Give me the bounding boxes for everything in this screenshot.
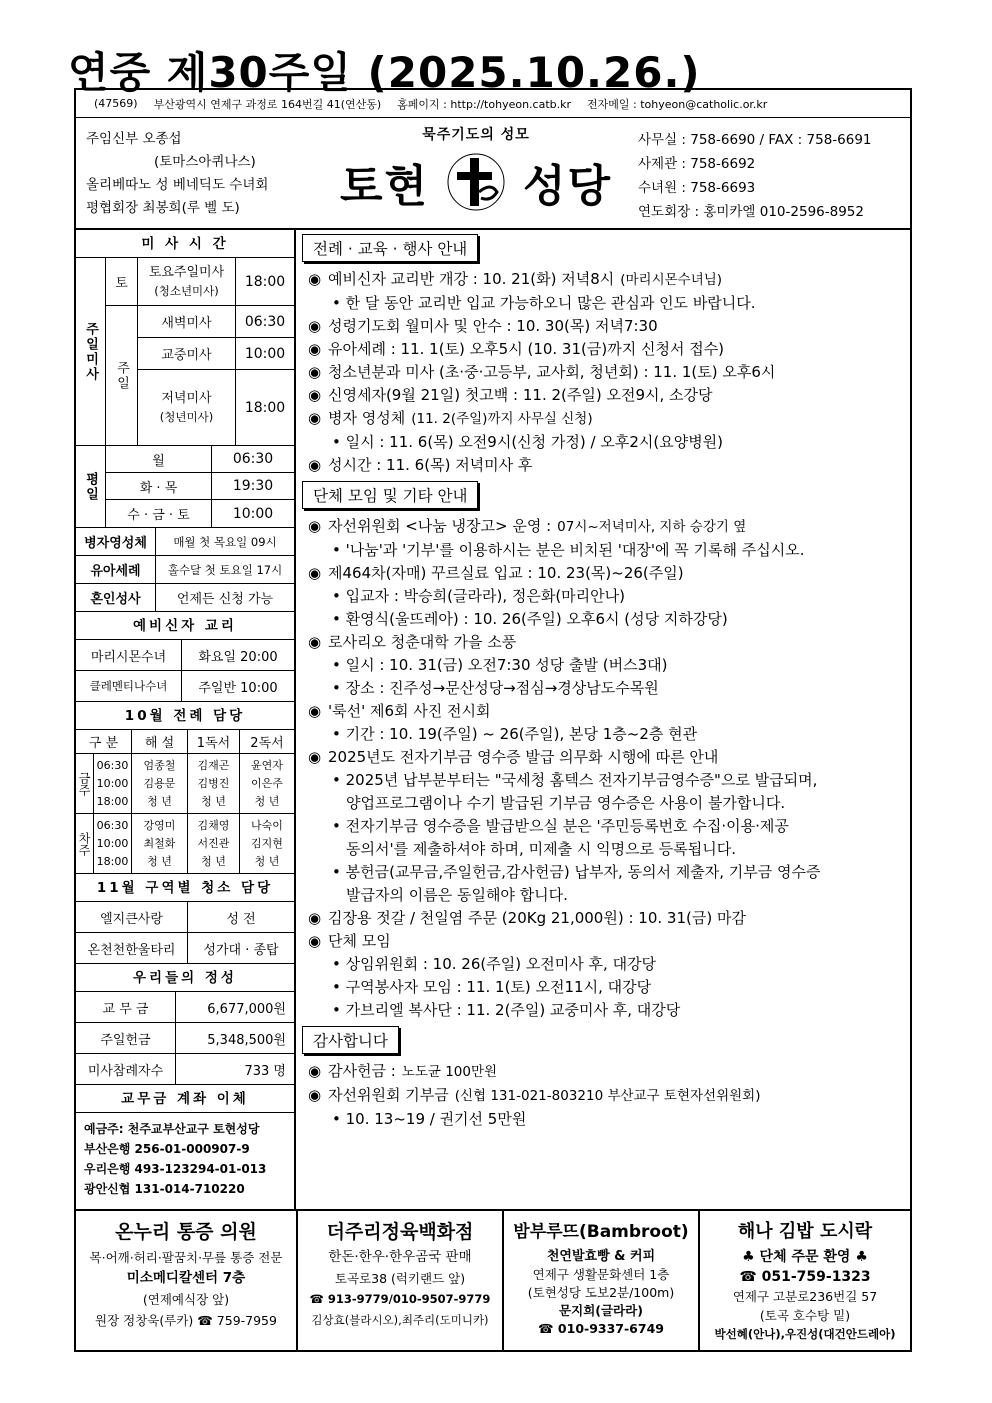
- account-holder: 예금주: 천주교부산교구 토현성당: [84, 1122, 260, 1136]
- announcement-detail: • 일시 : 11. 6(목) 오전9시(신청 가정) / 오후2시(요양병원): [332, 433, 724, 451]
- bank-account: 부산은행 256-01-000907-9: [84, 1142, 250, 1156]
- ad-line: 미소메디칼센터 7층: [126, 1270, 246, 1286]
- ad-name: 밤부루뜨(Bambroot): [513, 1222, 689, 1242]
- bullet-icon: ◉: [308, 932, 322, 950]
- ad-line: 김상효(블라시오),최주리(도미니카): [311, 1313, 489, 1327]
- weekday-mass-block: [76, 446, 294, 528]
- liturgy-col: 2독서: [250, 736, 284, 751]
- ad-line: 문지희(글라라): [559, 1303, 643, 1318]
- weekday-mon-time: 06:30: [232, 451, 274, 467]
- bullet-icon: ◉: [308, 748, 322, 766]
- bank-accounts: [76, 1113, 294, 1205]
- ad-name: 더주리정육백화점: [326, 1221, 474, 1243]
- announcement-note: 노도균 100만원: [401, 1064, 498, 1080]
- reader-2: 이은주: [251, 776, 283, 790]
- dawn-mass-time: 06:30: [244, 313, 286, 330]
- catechumen-time: 화요일 20:00: [198, 649, 278, 665]
- clergy-info: [86, 128, 268, 220]
- announcement-note: (신협 131-021-803210 부산교구 토현자선위원회): [454, 1088, 761, 1104]
- reader-1: 김병진: [197, 776, 230, 790]
- offering-label: 미사참례자수: [76, 1054, 176, 1084]
- bullet-icon: ◉: [308, 1086, 322, 1104]
- liturgy-col: 구 분: [76, 730, 132, 753]
- announcement-item: [298, 907, 910, 930]
- time: 10:00: [96, 836, 129, 850]
- announcement-text: 신영세자(9월 21일) 첫고백 : 11. 2(주일) 오전9시, 소강당: [328, 386, 713, 404]
- offering-value: 5,348,500원: [207, 1032, 286, 1048]
- weekday-wed-fri-sat-time: 10:00: [232, 505, 274, 522]
- section-heading: 단체 모임 및 기타 안내: [302, 481, 478, 509]
- pastor: 주임신부 오종섭: [86, 131, 182, 147]
- weekday-tue-thu-time: 19:30: [232, 478, 274, 494]
- reader-1: 청 년: [201, 854, 226, 868]
- liturgy-group-next-week: [76, 814, 294, 874]
- announcement-detail: 동의서'를 제출하셔야 하며, 미제출 시 익명으로 등록됩니다.: [346, 840, 737, 858]
- announcement-item: [298, 631, 910, 654]
- contact-info: [638, 128, 872, 224]
- announcement-text: 로사리오 청춘대학 가을 소풍: [328, 633, 517, 651]
- ad-line: (연제예식장 앞): [142, 1292, 230, 1307]
- reader-2: 청 년: [254, 854, 280, 868]
- liturgy-group-this-week: [76, 754, 294, 814]
- info-row: [76, 584, 294, 612]
- evening-mass-time: 18:00: [244, 399, 286, 416]
- announcement-detail: • 가브리엘 복사단 : 11. 2(주일) 교중미사 후, 대강당: [332, 1001, 681, 1019]
- ad-name: 온누리 통증 의원: [115, 1221, 257, 1243]
- announcement-detail: • '나눔'과 '기부'를 이용하시는 분은 비치된 '대장'에 꼭 기록해 주십시오.: [332, 541, 805, 559]
- commentator: 강영미: [143, 818, 176, 832]
- rectory-phone: 사제관 : 758-6692: [638, 156, 756, 172]
- address-bar: [76, 90, 910, 118]
- announcement-text: 자선위원회 기부금: [328, 1086, 449, 1104]
- reader-2: 윤연자: [251, 758, 283, 772]
- bank-account: 우리은행 493-123294-01-013: [84, 1162, 267, 1176]
- church-name-right: 성당: [523, 161, 613, 212]
- evening-mass-sub: (청년미사): [159, 409, 214, 424]
- ad-line: ♣ 단체 주문 환영 ♣: [742, 1249, 868, 1265]
- weekday-wed-fri-sat: 수 · 금 · 토: [106, 500, 212, 527]
- announcement-note: (마리시몬수녀님): [620, 272, 723, 288]
- announcement-text: 청소년분과 미사 (초·중·고등부, 교사회, 청년회) : 11. 1(토) 오후6시: [328, 363, 776, 381]
- bullet-icon: ◉: [308, 633, 322, 651]
- announcement-text: 성시간 : 11. 6(목) 저녁미사 후: [328, 456, 533, 474]
- sunday-label: 주일미사: [76, 258, 106, 445]
- office-phone: 사무실 : 758-6690 / FAX : 758-6691: [638, 132, 872, 148]
- advertisements: [76, 1209, 910, 1350]
- saturday-mass-time: 18:00: [244, 273, 286, 290]
- announcement-item: [298, 746, 910, 769]
- weekday-label: 평일: [76, 446, 106, 527]
- bullet-icon: ◉: [308, 317, 322, 335]
- bullet-icon: ◉: [308, 564, 322, 582]
- announcement-detail: • 전자기부금 영수증을 발급받으실 분은 '주민등록번호 수집·이용·제공: [332, 817, 789, 835]
- announcement-item: [298, 315, 910, 338]
- reader-1: 서진관: [197, 836, 230, 850]
- header: [76, 118, 910, 230]
- announcement-text: 자선위원회 <나눔 냉장고> 운영 :: [328, 517, 552, 535]
- announcement-detail: • 10. 13~19 / 권기선 5만원: [332, 1110, 527, 1128]
- ad-gimbap: [700, 1211, 910, 1350]
- cross-logo-icon: [439, 152, 513, 212]
- announcement-detail: • 구역봉사자 모임 : 11. 1(토) 오전11시, 대강당: [332, 978, 652, 996]
- announcement-detail: • 환영식(울뜨레아) : 10. 26(주일) 오후6시 (성당 지하강당): [332, 610, 728, 628]
- info-label: 유아세례: [76, 556, 156, 583]
- saturday-mass-sub: (청소년미사): [154, 283, 219, 298]
- announcement-detail: • 봉헌금(교무금,주일헌금,감사헌금) 납부자, 동의서 제출자, 기부금 영수증: [332, 863, 821, 881]
- ad-line: 박선혜(안나),우진성(대건안드레아): [714, 1327, 896, 1341]
- section-heading: 감사합니다: [302, 1026, 399, 1054]
- ad-line: 연제구 생활문화센터 1층: [532, 1267, 670, 1282]
- church-name-left: 토현: [339, 161, 429, 212]
- commentator: 최철화: [143, 836, 176, 850]
- offering-row: [76, 1054, 294, 1085]
- info-label: 혼인성사: [76, 584, 156, 611]
- reader-2: 나숙이: [251, 818, 283, 832]
- commentator: 엄종철: [143, 758, 176, 772]
- announcement-text: 병자 영성체: [328, 409, 406, 427]
- announcement-detail: • 입교자 : 박승희(글라라), 정은화(마리안나): [332, 587, 625, 605]
- announcement-detail: • 장소 : 진주성→문산성당→점심→경상남도수목원: [332, 679, 659, 697]
- weekday-tue-thu: 화 · 목: [106, 473, 212, 499]
- announcement-detail: 발급자의 이름은 동일해야 합니다.: [346, 886, 568, 904]
- announcement-text: '룩선' 제6회 사진 전시회: [328, 702, 491, 720]
- saturday-mass-name: 토요주일미사: [148, 264, 225, 280]
- time: 18:00: [96, 794, 129, 808]
- cleaning-area: 성가대 · 종탑: [203, 942, 279, 958]
- offering-value: 6,677,000원: [207, 1001, 286, 1017]
- pastor-baptismal-name: (토마스아퀴나스): [154, 154, 256, 170]
- bullet-icon: ◉: [308, 409, 322, 427]
- liturgy-col: 1독서: [188, 730, 240, 753]
- time: 10:00: [96, 776, 129, 790]
- ad-line: ☎ 051-759-1323: [739, 1269, 871, 1285]
- cleaning-heading: 11월 구역별 청소 담당: [76, 874, 294, 902]
- main-content: [298, 230, 910, 1209]
- announcement-item: [298, 930, 910, 953]
- sunday-sub-label: 주일: [106, 306, 138, 445]
- ad-line: 천연발효빵 & 커피: [546, 1249, 656, 1264]
- announcement-item: [298, 338, 910, 361]
- funeral-president: 연도회장 : 홍미카엘 010-2596-8952: [638, 204, 864, 220]
- email-link[interactable]: 전자메일 : tohyeon@catholic.or.kr: [587, 97, 768, 111]
- church-subtitle: 묵주기도의 성모: [422, 127, 530, 143]
- main-mass-name: 교중미사: [138, 338, 236, 369]
- evening-mass-name: 저녁미사: [161, 390, 212, 406]
- announcement-item: [298, 407, 910, 431]
- cleaning-area: 성 전: [226, 911, 256, 927]
- liturgy-header-row: [76, 730, 294, 754]
- account-heading: 교무금 계좌 이체: [76, 1085, 294, 1113]
- page-title: 연중 제30주일 (2025.10.26.): [68, 48, 701, 97]
- sisters: 올리베따노 성 베네딕도 수녀회: [86, 177, 269, 193]
- announcement-note: 07시~저녁미사, 지하 승강기 옆: [557, 519, 747, 535]
- announcement-detail: • 한 달 동안 교리반 입교 가능하오니 많은 관심과 인도 바랍니다.: [332, 294, 756, 312]
- announcement-text: 단체 모임: [328, 932, 391, 950]
- commentator: 청 년: [147, 854, 172, 868]
- announcement-item: [298, 515, 910, 539]
- offering-row: [76, 1023, 294, 1054]
- sunday-mass-block: [76, 258, 294, 446]
- liturgy-group-label: 차주: [76, 814, 94, 873]
- announcement-text: 김장용 젓갈 / 천일염 주문 (20Kg 21,000원) : 10. 31(금) 마감: [328, 909, 746, 927]
- bullet-icon: ◉: [308, 702, 322, 720]
- announcement-note: (11. 2(주일)까지 사무실 신청): [411, 411, 593, 427]
- bullet-icon: ◉: [308, 1062, 322, 1080]
- catechumen-time: 주일반 10:00: [198, 680, 278, 696]
- info-row: [76, 556, 294, 584]
- ad-line: 한돈·한우·한우곰국 판매: [328, 1249, 472, 1265]
- commentator: 청 년: [147, 794, 172, 808]
- cleaning-group: 엘지큰사랑: [76, 902, 188, 932]
- ad-line: 연제구 고분로236번길 57: [732, 1289, 878, 1304]
- weekday-mon: 월: [106, 446, 212, 472]
- announcement-detail: • 일시 : 10. 31(금) 오전7:30 성당 출발 (버스3대): [332, 656, 668, 674]
- section-heading: 전례 · 교육 · 행사 안내: [302, 234, 478, 262]
- announcement-detail: • 2025년 납부분부터는 "국세청 홈텍스 전자기부금영수증"으로 발급되며,: [332, 771, 818, 789]
- liturgy-col: 해 설: [132, 730, 188, 753]
- dawn-mass-name: 새벽미사: [138, 306, 236, 337]
- zip-code: (47569): [94, 97, 138, 110]
- cleaning-row: [76, 933, 294, 964]
- main-mass-time: 10:00: [244, 345, 286, 362]
- bullet-icon: ◉: [308, 363, 322, 381]
- homepage-link[interactable]: 홈페이지 : http://tohyeon.catb.kr: [397, 97, 572, 111]
- sidebar: [76, 230, 296, 1209]
- bullet-icon: ◉: [308, 270, 322, 288]
- info-label: 병자영성체: [76, 528, 156, 555]
- time: 06:30: [96, 818, 129, 832]
- ad-line: ☎ 913-9779/010-9507-9779: [309, 1292, 491, 1306]
- ad-line: (토곡 호수탕 밑): [759, 1308, 851, 1323]
- bullet-icon: ◉: [308, 456, 322, 474]
- catechumen-row: [76, 640, 294, 671]
- announcement-text: 2025년도 전자기부금 영수증 발급 의무화 시행에 따른 안내: [328, 748, 719, 766]
- announcement-item: [298, 361, 910, 384]
- announcement-item: [298, 1060, 910, 1084]
- catechumen-heading: 예비신자 교리: [76, 612, 294, 640]
- commentator: 김용문: [143, 776, 176, 790]
- liturgy-heading: 10월 전례 담당: [76, 702, 294, 730]
- bank-account: 광안신협 131-014-710220: [84, 1182, 245, 1196]
- ad-butcher: [298, 1211, 504, 1350]
- announcement-item: [298, 562, 910, 585]
- info-row: [76, 528, 294, 556]
- ad-line: 목·어깨·허리·팔꿈치·무릎 통증 전문: [89, 1250, 283, 1265]
- ad-clinic: [76, 1211, 298, 1350]
- offering-label: 주일헌금: [76, 1023, 176, 1053]
- bullet-icon: ◉: [308, 386, 322, 404]
- street-address: 부산광역시 연제구 과정로 164번길 41(연산동): [153, 97, 382, 111]
- bullet-icon: ◉: [308, 909, 322, 927]
- reader-2: 청 년: [254, 794, 280, 808]
- reader-1: 김재곤: [197, 758, 230, 772]
- council-president: 평협회장 최봉희(루 벨 도): [86, 200, 240, 216]
- info-value: 매월 첫 목요일 09시: [173, 534, 277, 549]
- announcement-text: 예비신자 교리반 개강 : 10. 21(화) 저녁8시: [328, 270, 615, 288]
- ad-line: 원장 정창욱(루카) ☎ 759-7959: [95, 1313, 277, 1328]
- offering-row: [76, 992, 294, 1023]
- bullet-icon: ◉: [308, 517, 322, 535]
- ad-line: (토현성당 도보2분/100m): [527, 1285, 675, 1300]
- church-logo: [316, 150, 636, 214]
- cleaning-group: 온천천한울타리: [76, 933, 188, 963]
- announcement-text: 유아세례 : 11. 1(토) 오후5시 (10. 31(금)까지 신청서 접수): [328, 340, 725, 358]
- catechumen-teacher: 클레멘티나수녀: [76, 671, 182, 701]
- bullet-icon: ◉: [308, 340, 322, 358]
- church-logo-block: [316, 124, 636, 214]
- announcement-text: 성령기도회 월미사 및 안수 : 10. 30(목) 저녁7:30: [328, 317, 658, 335]
- ad-name: 해나 김밥 도시락: [737, 1221, 873, 1242]
- time: 06:30: [96, 758, 129, 772]
- cleaning-row: [76, 902, 294, 933]
- announcement-item: [298, 268, 910, 292]
- info-value: 홀수달 첫 토요일 17시: [167, 562, 283, 577]
- mass-times-heading: 미 사 시 간: [76, 230, 294, 258]
- announcement-item: [298, 1084, 910, 1108]
- announcement-item: [298, 454, 910, 477]
- ad-bakery: [504, 1211, 700, 1350]
- ad-line: ☎ 010-9337-6749: [538, 1321, 664, 1336]
- convent-phone: 수녀원 : 758-6693: [638, 180, 756, 196]
- catechumen-teacher: 마리시몬수녀: [76, 640, 182, 670]
- reader-2: 김지현: [251, 836, 283, 850]
- time: 18:00: [96, 854, 129, 868]
- reader-1: 청 년: [201, 794, 226, 808]
- offering-value: 733 명: [244, 1063, 286, 1079]
- offering-label: 교 무 금: [76, 992, 176, 1022]
- announcement-detail: • 기간 : 10. 19(주일) ~ 26(주일), 본당 1층~2층 현관: [332, 725, 698, 743]
- announcement-text: 제464차(자매) 꾸르실료 입교 : 10. 23(목)~26(주일): [328, 564, 684, 582]
- ad-line: 토곡로38 (럭키랜드 앞): [334, 1271, 466, 1286]
- announcement-text: 감사헌금 :: [328, 1062, 396, 1080]
- bulletin-frame: [74, 88, 912, 1352]
- info-value: 언제든 신청 가능: [176, 592, 274, 607]
- catechumen-row: [76, 671, 294, 702]
- offering-heading: 우리들의 정성: [76, 964, 294, 992]
- announcement-detail: • 상임위원회 : 10. 26(주일) 오전미사 후, 대강당: [332, 955, 657, 973]
- announcement-detail: 양업프로그램이나 수기 발급된 기부금 영수증은 사용이 불가합니다.: [346, 794, 786, 812]
- saturday-label: 토: [106, 258, 138, 305]
- liturgy-group-label: 금주: [76, 754, 94, 813]
- announcement-item: [298, 384, 910, 407]
- reader-1: 김채영: [197, 818, 230, 832]
- announcement-item: [298, 700, 910, 723]
